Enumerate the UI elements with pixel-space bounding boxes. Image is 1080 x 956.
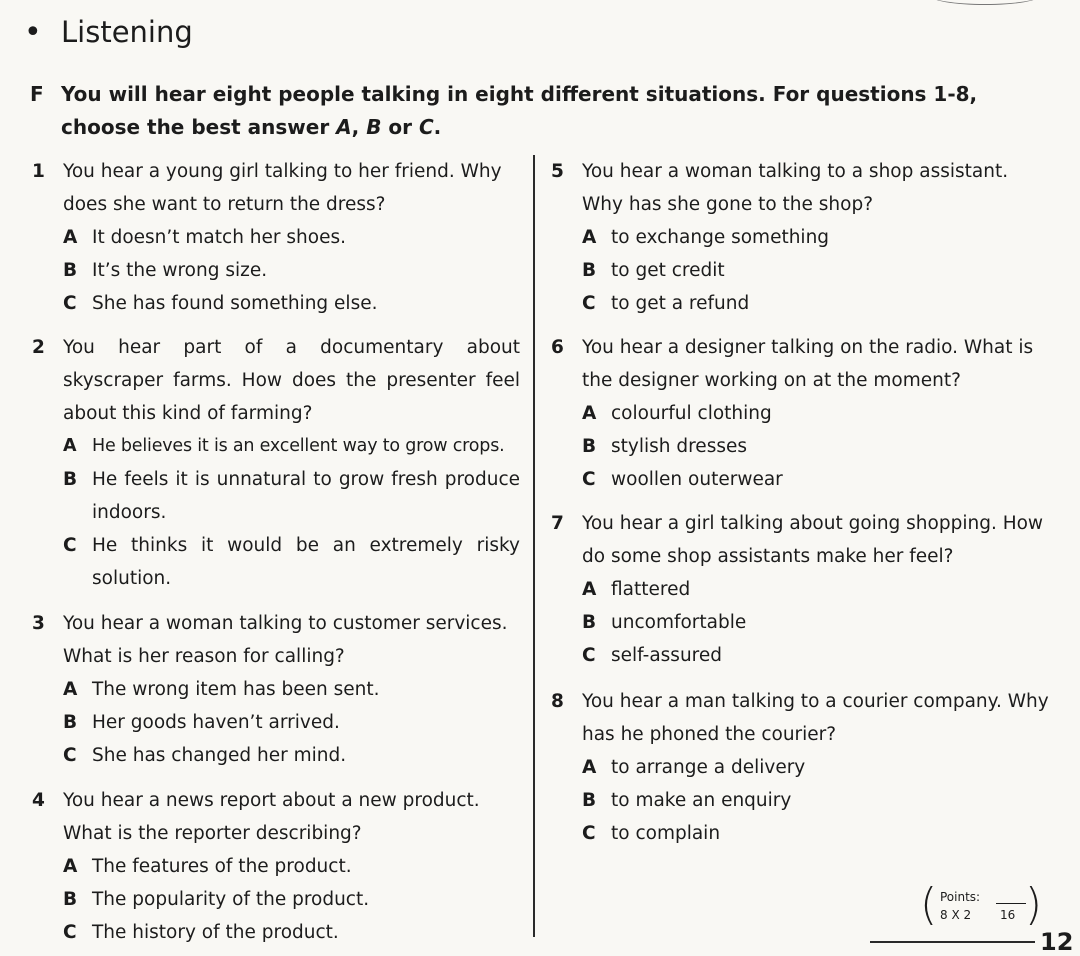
question-stem: You hear a young girl talking to her friend. Why does she want to return the dress? <box>63 161 502 215</box>
question-7 <box>551 507 1051 672</box>
option-c[interactable]: C self-assured <box>582 645 722 666</box>
option-b[interactable]: B It’s the wrong size. <box>63 260 268 281</box>
question-number: 6 <box>551 337 564 358</box>
option-a[interactable]: A to arrange a delivery <box>582 757 806 778</box>
option-a[interactable]: A The features of the product. <box>63 856 352 877</box>
option-c[interactable]: C She has found something else. <box>63 293 378 314</box>
option-a[interactable]: A It doesn’t match her shoes. <box>63 227 346 248</box>
question-number: 3 <box>32 613 45 634</box>
option-a[interactable]: A to exchange something <box>582 227 830 248</box>
option-b[interactable]: B The popularity of the product. <box>63 889 370 910</box>
question-stem: You hear a news report about a new product. What is the reporter describing? <box>63 790 480 844</box>
question-1 <box>32 155 520 320</box>
right-paren: ) <box>1024 879 1042 930</box>
section-title: Listening <box>61 15 193 49</box>
option-b[interactable]: B stylish dresses <box>582 436 747 457</box>
option-b[interactable]: B He feels it is unnatural to grow fresh produce indoors. <box>63 469 520 523</box>
option-b[interactable]: B uncomfortable <box>582 612 747 633</box>
option-b[interactable]: B to make an enquiry <box>582 790 792 811</box>
left-paren: ( <box>920 879 938 930</box>
points-box <box>920 879 1042 930</box>
question-stem: You hear a woman talking to a shop assistant. Why has she gone to the shop? <box>582 161 1009 215</box>
instructions-letter: F <box>30 82 44 106</box>
question-stem: You hear a girl talking about going shopping. How do some shop assistants make her feel? <box>582 513 1044 567</box>
option-a[interactable]: A colourful clothing <box>582 403 772 424</box>
question-5 <box>551 155 1051 320</box>
question-number: 4 <box>32 790 45 811</box>
points-blank-line <box>996 903 1026 904</box>
option-c[interactable]: C The history of the product. <box>63 922 339 943</box>
question-stem: You hear a man talking to a courier company. Why has he phoned the courier? <box>582 691 1049 745</box>
option-a[interactable]: A The wrong item has been sent. <box>63 679 380 700</box>
column-divider <box>533 155 535 937</box>
option-a[interactable]: A flattered <box>582 579 691 600</box>
section-bullet: • <box>24 15 42 50</box>
question-6 <box>551 331 1051 496</box>
option-c[interactable]: C He thinks it would be an extremely risky solution. <box>63 535 520 589</box>
option-a[interactable]: A He believes it is an excellent way to grow crops. <box>63 436 505 456</box>
option-c[interactable]: C woollen outerwear <box>582 469 783 490</box>
question-stem: You hear part of a documentary about skyscraper farms. How does the presenter feel about this kind of farming? <box>63 337 520 424</box>
points-total: 16 <box>1000 908 1016 922</box>
corner-decoration <box>930 0 1040 5</box>
question-4 <box>32 784 520 949</box>
option-b[interactable]: B Her goods haven’t arrived. <box>63 712 340 733</box>
option-b[interactable]: B to get credit <box>582 260 725 281</box>
option-c[interactable]: C to get a refund <box>582 293 750 314</box>
points-calculation: 8 X 2 <box>940 908 972 922</box>
question-number: 2 <box>32 337 45 358</box>
points-label: Points: <box>940 890 981 904</box>
question-number: 5 <box>551 161 564 182</box>
instructions <box>30 78 1060 144</box>
page-number: 12 <box>1040 928 1074 956</box>
question-number: 7 <box>551 513 564 534</box>
option-c[interactable]: C to complain <box>582 823 721 844</box>
question-8 <box>551 685 1051 850</box>
option-c[interactable]: C She has changed her mind. <box>63 745 347 766</box>
question-stem: You hear a woman talking to customer services. What is her reason for calling? <box>63 613 508 667</box>
question-number: 8 <box>551 691 564 712</box>
question-2 <box>32 331 520 595</box>
question-stem: You hear a designer talking on the radio. What is the designer working on at the moment? <box>582 337 1034 391</box>
question-3 <box>32 607 520 772</box>
question-number: 1 <box>32 161 45 182</box>
instructions-text: You will hear eight people talking in eight different situations. For questions 1-8, choose the best answer A, B or C. <box>61 82 978 139</box>
footer-line <box>870 941 1035 943</box>
